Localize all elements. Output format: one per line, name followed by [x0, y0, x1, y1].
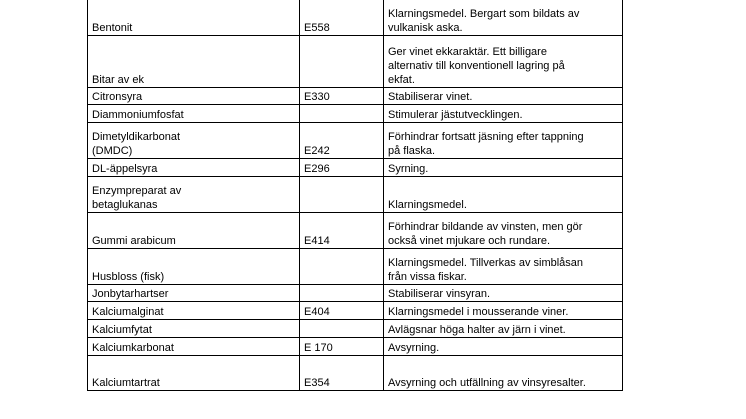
table-row	[88, 105, 623, 123]
additive-description: Syrning.	[384, 159, 623, 177]
table-row	[88, 213, 623, 249]
additive-name: Enzympreparat av betaglukanas	[88, 177, 300, 213]
additive-name: Kalciumfytat	[88, 320, 300, 338]
additives-table	[87, 0, 623, 391]
additive-name: Diammoniumfosfat	[88, 105, 300, 123]
additive-description: Förhindrar bildande av vinsten, men gör också vinet mjukare och rundare.	[384, 213, 623, 249]
e-number	[300, 105, 384, 123]
additive-name: Bitar av ek	[88, 36, 300, 88]
e-number: E242	[300, 123, 384, 159]
additive-description: Avlägsnar höga halter av järn i vinet.	[384, 320, 623, 338]
additive-description: Avsyrning.	[384, 338, 623, 356]
e-number	[300, 320, 384, 338]
table-row	[88, 123, 623, 159]
additive-name: Dimetyldikarbonat (DMDC)	[88, 123, 300, 159]
additive-name: Kalciumtartrat	[88, 356, 300, 391]
table-row	[88, 36, 623, 88]
e-number: E 170	[300, 338, 384, 356]
additive-description: Klarningsmedel i mousserande viner.	[384, 302, 623, 320]
e-number	[300, 285, 384, 302]
additive-name: Bentonit	[88, 0, 300, 36]
e-number	[300, 177, 384, 213]
additive-name: Jonbytarhartser	[88, 285, 300, 302]
additive-name: DL-äppelsyra	[88, 159, 300, 177]
additive-name: Kalciumkarbonat	[88, 338, 300, 356]
additive-description: Klarningsmedel.	[384, 177, 623, 213]
additive-description: Klarningsmedel. Tillverkas av simblåsan från vissa fiskar.	[384, 249, 623, 285]
table-row	[88, 302, 623, 320]
e-number: E404	[300, 302, 384, 320]
table-row	[88, 249, 623, 285]
table-row	[88, 356, 623, 391]
additive-description: Avsyrning och utfällning av vinsyresalter.	[384, 356, 623, 391]
e-number: E558	[300, 0, 384, 36]
table-row	[88, 177, 623, 213]
e-number	[300, 36, 384, 88]
table-row	[88, 0, 623, 36]
additive-description: Klarningsmedel. Bergart som bildats av vulkanisk aska.	[384, 0, 623, 36]
additive-name: Kalciumalginat	[88, 302, 300, 320]
e-number: E330	[300, 88, 384, 105]
additive-description: Förhindrar fortsatt jäsning efter tappning på flaska.	[384, 123, 623, 159]
e-number: E414	[300, 213, 384, 249]
e-number: E354	[300, 356, 384, 391]
table-row	[88, 88, 623, 105]
table-row	[88, 159, 623, 177]
e-number	[300, 249, 384, 285]
table-row	[88, 285, 623, 302]
table-row	[88, 338, 623, 356]
additive-name: Husbloss (fisk)	[88, 249, 300, 285]
additive-name: Gummi arabicum	[88, 213, 300, 249]
additive-description: Ger vinet ekkaraktär. Ett billigare alternativ till konventionell lagring på ekfat.	[384, 36, 623, 88]
additive-name: Citronsyra	[88, 88, 300, 105]
e-number: E296	[300, 159, 384, 177]
additive-description: Stabiliserar vinsyran.	[384, 285, 623, 302]
additive-description: Stabiliserar vinet.	[384, 88, 623, 105]
table-row	[88, 320, 623, 338]
additive-description: Stimulerar jästutvecklingen.	[384, 105, 623, 123]
